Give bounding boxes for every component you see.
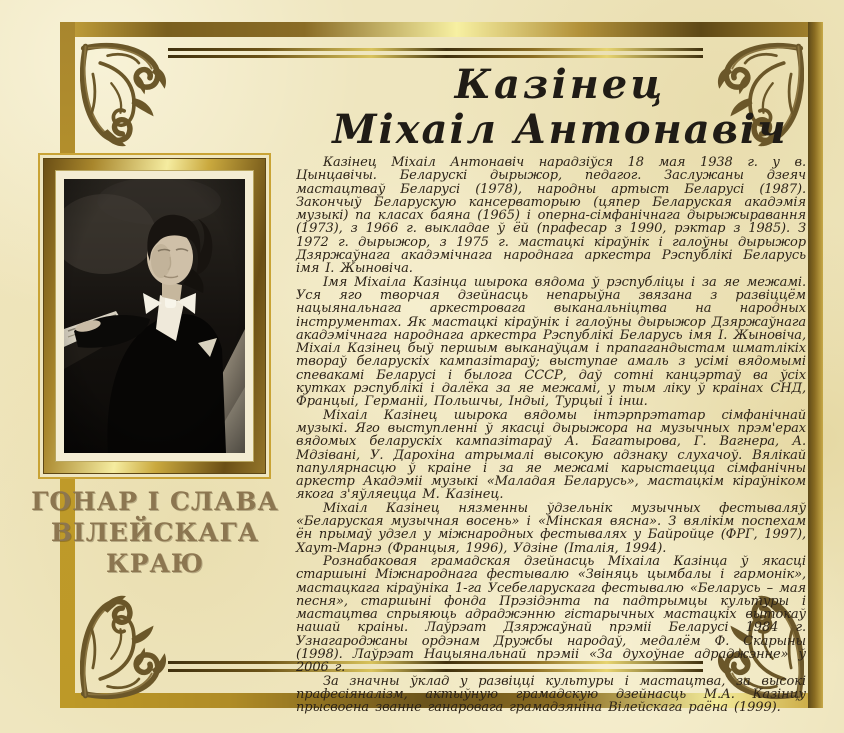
frame-bar-top <box>60 22 823 37</box>
bio-paragraph: Рознабаковая грамадская дзейнасць Міхаіла Казінца ў якасці старшыні Міжнароднага фестывалю «Звіняць цымбалы і гармонік», мастацкага кіраўніка 1-га Усебеларускага фестывалю «Беларусь – мая песня», старшыні фонда Прэзідэнта па падтрымцы культуры і мастацтва спрыяюць адраджэнню гістарычных мастацкіх вытокаў нашай краіны. Лаўрэат Дзяржаўнай прэміі Беларусі 1984 г. Узнагароджаны ордэнам Дружбы народаў, медалём Ф. Скарыны (1998). Лаўрэат Нацыянальнай прэміі «За духоўнае адраджэнне» ў 2006 г. <box>296 553 806 676</box>
bio-paragraph: За значны ўклад у развіцці культуры і мастацтва, за высокі прафесіяналізм, актыўную грамадскую дзейнасць М.А. Казінцу прысвоена званне ганаровага грамадзяніна Вілейскага раёна (1999). <box>296 673 806 716</box>
corner-flourish-icon <box>80 588 172 700</box>
title-line-1: Казінец <box>454 61 666 108</box>
title-line-2: Міхаіл Антонавіч <box>332 106 788 153</box>
biography-text <box>296 156 806 714</box>
portrait-photo <box>64 179 245 453</box>
portrait-frame-mat <box>55 170 254 462</box>
double-rule-top <box>168 55 703 58</box>
photo-caption-line-1: ГОНАР І СЛАВА <box>31 487 279 516</box>
bio-paragraph: Казінец Міхаіл Антонавіч нарадзіўся 18 мая 1938 г. у в. Цынцавічы. Беларускі дырыжор, педагог. Заслужаны дзеяч мастацтваў Беларусі (1978), народны артыст Беларусі (1987). Закончыў Беларускую кансерваторыю (цяпер Беларуская акадэмія музыкі) па класах баяна (1965) і оперна-сімфанічнага дырыжыравання (1973), з 1966 г. выкладае ў ёй (прафесар з 1990, рэктар з 1985). З 1972 г. дырыжор, з 1975 г. мастацкі кіраўнік і галоўны дырыжор Дзяржаўнага акадэмічнага народнага аркестра Рэспублікі Беларусь імя І. Жыновіча. <box>296 155 806 277</box>
bio-paragraph: Імя Міхаіла Казінца шырока вядома ў рэспубліцы і за яе межамі. Уся яго творчая дзейнасць непарыўна звязана з развіццём нацыянальнага аркестровага выканальніцтва на народных інструментах. Як мастацкі кіраўнік і галоўны дырыжор Дзяржаўнага акадэмічнага народнага аркестра Рэспублікі Беларусь імя І. Жыновіча, Міхаіл Казінец быў першым выканаўцам і прапагандыстам шматлікіх твораў беларускіх кампазітараў; выступае амаль з усімі вядомымі спевакамі Беларусі і былога СССР, даў сотні канцэртаў ва ўсіх кутках рэспублікі і далёка за яе межамі, у тым ліку ў краінах СНД, Францыі, Германіі, Польшчы, Індыі, Турцыі і інш. <box>296 274 806 410</box>
photo-caption <box>18 486 292 579</box>
corner-flourish-icon <box>80 42 172 154</box>
bio-paragraph: Міхаіл Казінец шырока вядомы інтэрпрэтатар сімфанічнай музыкі. Яго выступленні ў якасці дырыжора на музычных прэм'ерах вядомых беларускіх кампазітараў А. Багатырова, Г. Вагнера, А. Мдзівані, У. Дарохіна атрымалі высокую адзнаку слухачоў. Вялікай папулярнасцю ў краіне і за яе межамі карыстаецца сімфанічны аркестр Акадэміі музыкі «Маладая Беларусь», мастацкім кіраўніком якога з'яўляецца М. Казінец. <box>296 407 806 503</box>
portrait-frame <box>38 153 271 479</box>
portrait-frame-gold-band <box>43 158 266 474</box>
photo-caption-line-2: ВІЛЕЙСКАГА КРАЮ <box>50 518 260 578</box>
page-title <box>300 62 820 152</box>
double-rule-top <box>168 48 703 51</box>
bio-paragraph: Міхаіл Казінец нязменны ўдзельнік музычных фестываляў «Беларуская музычная восень» і «Мінская вясна». З вялікім поспехам ён прымаў удзел у міжнародных фестывалях у Байройце (ФРГ, 1997), Хаут-Марнэ (Францыя, 1996), Удзіне (Італія, 1994). <box>296 500 806 556</box>
